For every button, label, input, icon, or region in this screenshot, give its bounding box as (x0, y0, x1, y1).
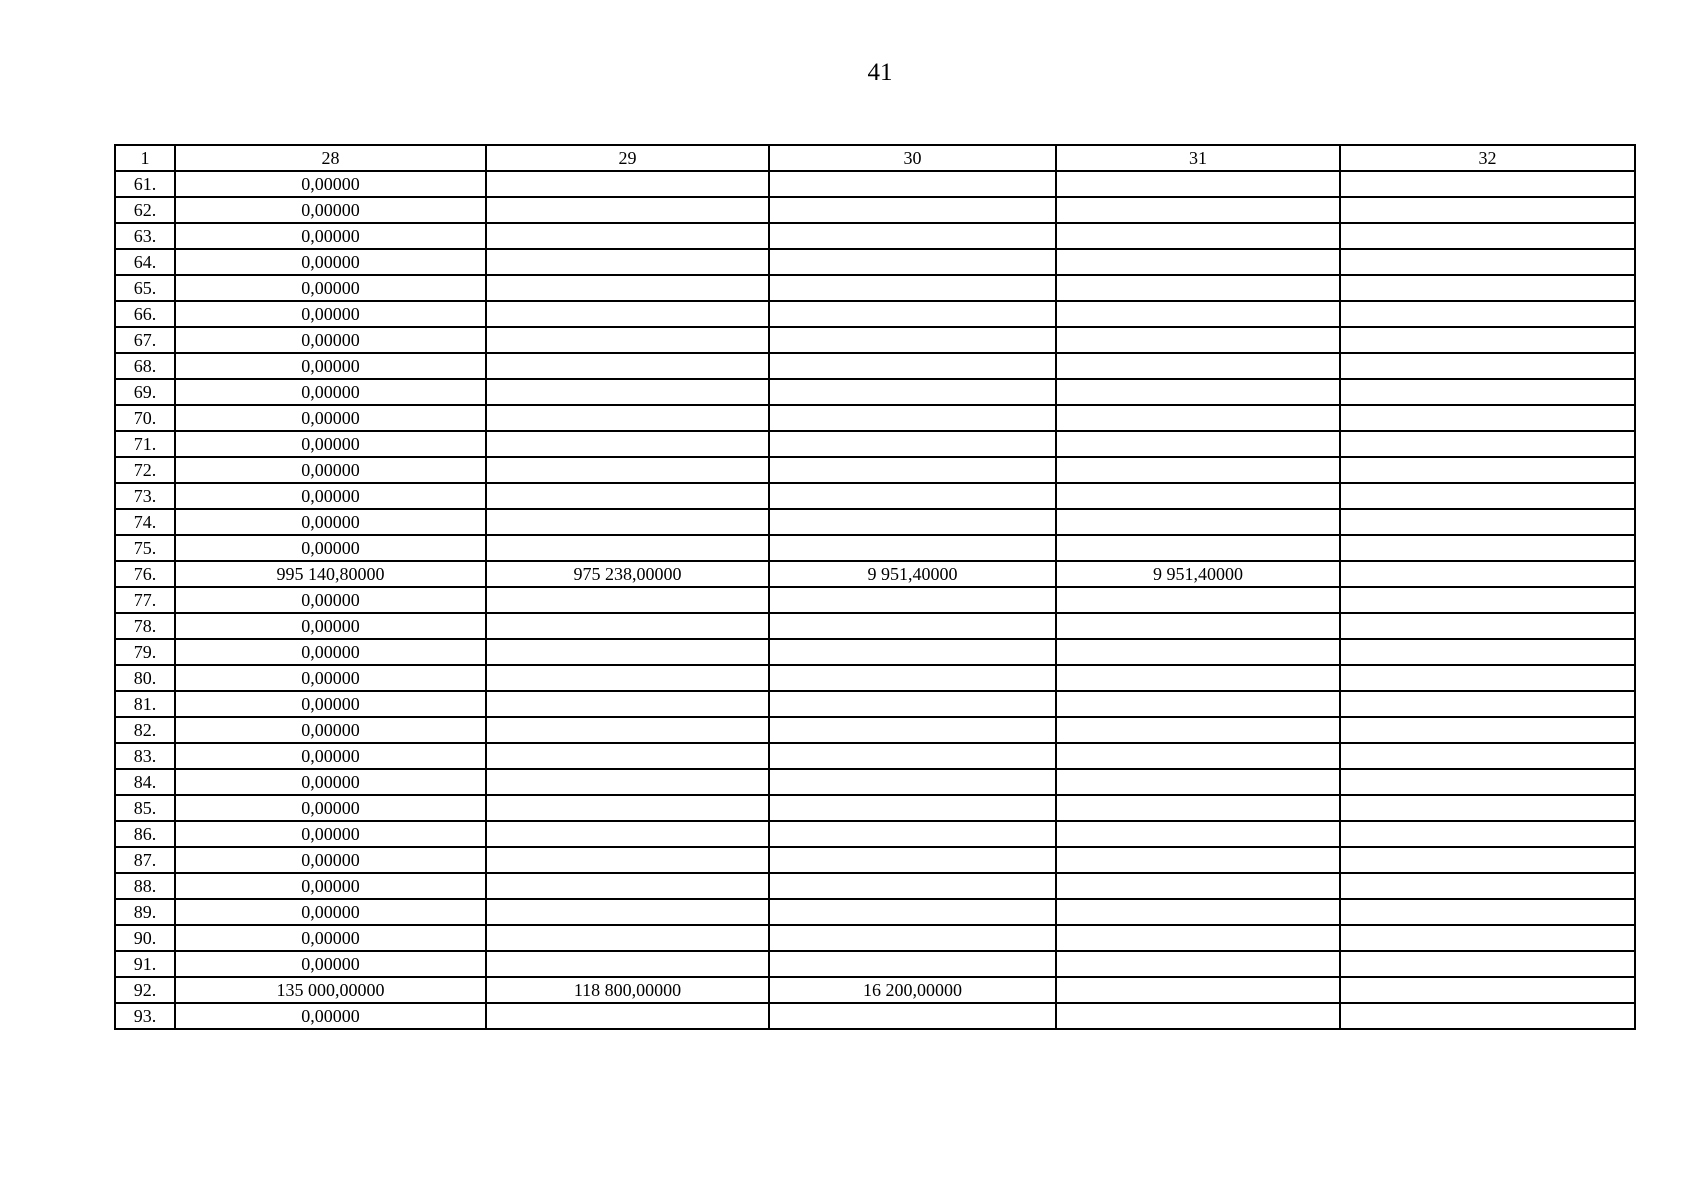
table-cell (1340, 275, 1635, 301)
row-number-cell: 81. (115, 691, 175, 717)
table-cell (1056, 639, 1340, 665)
table-cell (769, 431, 1056, 457)
table-cell (486, 873, 769, 899)
row-number-cell: 83. (115, 743, 175, 769)
table-cell: 0,00000 (175, 457, 486, 483)
table-cell: 0,00000 (175, 353, 486, 379)
table-row (115, 691, 1635, 717)
table-cell (1340, 535, 1635, 561)
table-cell (769, 639, 1056, 665)
table-cell (1056, 1003, 1340, 1029)
row-number-cell: 88. (115, 873, 175, 899)
table-row (115, 197, 1635, 223)
table-cell: 118 800,00000 (486, 977, 769, 1003)
table-cell (486, 1003, 769, 1029)
row-number-cell: 67. (115, 327, 175, 353)
row-number-cell: 65. (115, 275, 175, 301)
table-row (115, 275, 1635, 301)
table-cell (1340, 795, 1635, 821)
table-row (115, 457, 1635, 483)
table-row (115, 535, 1635, 561)
table-row (115, 327, 1635, 353)
table-row (115, 925, 1635, 951)
table-cell (1340, 431, 1635, 457)
table-cell: 0,00000 (175, 431, 486, 457)
table-cell (1340, 561, 1635, 587)
table-cell: 0,00000 (175, 509, 486, 535)
table-cell (769, 951, 1056, 977)
table-cell: 0,00000 (175, 821, 486, 847)
row-number-cell: 71. (115, 431, 175, 457)
table-cell: 0,00000 (175, 925, 486, 951)
table-cell: 0,00000 (175, 899, 486, 925)
table-cell (486, 613, 769, 639)
table-cell (486, 925, 769, 951)
data-table (114, 144, 1636, 1030)
table-cell (486, 327, 769, 353)
table-cell (769, 769, 1056, 795)
table-cell: 975 238,00000 (486, 561, 769, 587)
header-cell: 29 (486, 145, 769, 171)
table-row (115, 353, 1635, 379)
table-cell (486, 821, 769, 847)
table-row (115, 639, 1635, 665)
table-cell (1056, 613, 1340, 639)
row-number-cell: 86. (115, 821, 175, 847)
table-row (115, 665, 1635, 691)
table-cell (1056, 197, 1340, 223)
table-row (115, 483, 1635, 509)
table-cell (769, 691, 1056, 717)
table-cell (1340, 873, 1635, 899)
table-cell: 0,00000 (175, 275, 486, 301)
table-cell (1340, 327, 1635, 353)
table-cell (1340, 691, 1635, 717)
table-cell (1340, 847, 1635, 873)
table-cell (769, 379, 1056, 405)
table-cell (769, 171, 1056, 197)
table-cell (1056, 769, 1340, 795)
table-row (115, 301, 1635, 327)
table-cell (769, 899, 1056, 925)
table-cell (1056, 327, 1340, 353)
table-cell (1056, 223, 1340, 249)
table-cell (1056, 535, 1340, 561)
table-cell: 0,00000 (175, 197, 486, 223)
row-number-cell: 70. (115, 405, 175, 431)
table-cell (486, 509, 769, 535)
row-number-cell: 79. (115, 639, 175, 665)
table-cell: 995 140,80000 (175, 561, 486, 587)
row-number-cell: 89. (115, 899, 175, 925)
row-number-cell: 91. (115, 951, 175, 977)
header-cell: 31 (1056, 145, 1340, 171)
table-cell (486, 353, 769, 379)
table-cell (486, 691, 769, 717)
table-cell: 0,00000 (175, 249, 486, 275)
table-cell: 0,00000 (175, 535, 486, 561)
table-row (115, 951, 1635, 977)
table-cell (1056, 847, 1340, 873)
table-cell: 16 200,00000 (769, 977, 1056, 1003)
table-cell (769, 613, 1056, 639)
table-row (115, 769, 1635, 795)
table-cell (1056, 457, 1340, 483)
table-cell: 0,00000 (175, 873, 486, 899)
table-cell (1340, 639, 1635, 665)
table-cell (486, 171, 769, 197)
row-number-cell: 64. (115, 249, 175, 275)
table-cell (1340, 613, 1635, 639)
header-cell: 1 (115, 145, 175, 171)
table-cell (769, 275, 1056, 301)
table-cell: 135 000,00000 (175, 977, 486, 1003)
table-cell (769, 873, 1056, 899)
table-cell (486, 431, 769, 457)
table-cell (1056, 795, 1340, 821)
row-number-cell: 77. (115, 587, 175, 613)
table-cell (486, 743, 769, 769)
table-row (115, 249, 1635, 275)
table-cell (1340, 1003, 1635, 1029)
table-row (115, 795, 1635, 821)
table-cell (486, 717, 769, 743)
table-cell: 0,00000 (175, 847, 486, 873)
table-cell (486, 249, 769, 275)
table-cell (1340, 457, 1635, 483)
table-cell (769, 483, 1056, 509)
table-cell (486, 197, 769, 223)
table-cell (769, 197, 1056, 223)
table-row (115, 873, 1635, 899)
table-cell (1056, 275, 1340, 301)
table-cell (1056, 665, 1340, 691)
row-number-cell: 85. (115, 795, 175, 821)
table-cell (1340, 769, 1635, 795)
table-row (115, 717, 1635, 743)
table-row (115, 821, 1635, 847)
table-cell (1056, 873, 1340, 899)
row-number-cell: 78. (115, 613, 175, 639)
table-cell: 0,00000 (175, 691, 486, 717)
table-cell (1340, 301, 1635, 327)
row-number-cell: 90. (115, 925, 175, 951)
page-number: 41 (867, 59, 893, 86)
table-row (115, 431, 1635, 457)
table-cell (1056, 509, 1340, 535)
table-cell (1340, 223, 1635, 249)
table-cell: 0,00000 (175, 327, 486, 353)
table-cell (1340, 925, 1635, 951)
table-cell (769, 925, 1056, 951)
table-cell (769, 249, 1056, 275)
table-row (115, 977, 1635, 1003)
table-cell (769, 353, 1056, 379)
table-cell (769, 535, 1056, 561)
row-number-cell: 73. (115, 483, 175, 509)
table-cell (486, 405, 769, 431)
table-cell (486, 769, 769, 795)
header-row (115, 145, 1635, 171)
row-number-cell: 68. (115, 353, 175, 379)
table-cell (1056, 951, 1340, 977)
table-cell (1340, 977, 1635, 1003)
table-row (115, 587, 1635, 613)
table-cell (769, 509, 1056, 535)
table-cell (1340, 509, 1635, 535)
table-cell (1056, 821, 1340, 847)
table-cell (1056, 691, 1340, 717)
row-number-cell: 61. (115, 171, 175, 197)
table-cell (1340, 483, 1635, 509)
table-cell (1056, 301, 1340, 327)
table-cell (1056, 899, 1340, 925)
table-cell (1340, 197, 1635, 223)
table-cell (486, 951, 769, 977)
table-row (115, 171, 1635, 197)
table-cell (1340, 821, 1635, 847)
table-cell: 0,00000 (175, 613, 486, 639)
row-number-cell: 63. (115, 223, 175, 249)
table-cell (1056, 977, 1340, 1003)
table-cell (1056, 743, 1340, 769)
table-row (115, 1003, 1635, 1029)
table-cell (486, 223, 769, 249)
row-number-cell: 69. (115, 379, 175, 405)
table-cell (1340, 587, 1635, 613)
row-number-cell: 76. (115, 561, 175, 587)
table-cell (769, 795, 1056, 821)
table-cell (769, 327, 1056, 353)
table-body (115, 171, 1635, 1029)
row-number-cell: 82. (115, 717, 175, 743)
table-cell (1340, 249, 1635, 275)
table-cell (486, 847, 769, 873)
table-cell (1056, 431, 1340, 457)
table-cell (486, 535, 769, 561)
table-cell (486, 795, 769, 821)
header-cell: 32 (1340, 145, 1635, 171)
table-cell: 9 951,40000 (769, 561, 1056, 587)
table-cell (486, 639, 769, 665)
table-cell: 0,00000 (175, 379, 486, 405)
table-cell: 0,00000 (175, 717, 486, 743)
table-cell (486, 587, 769, 613)
table-cell (1056, 717, 1340, 743)
table-cell (769, 1003, 1056, 1029)
table-cell: 0,00000 (175, 665, 486, 691)
table-cell (486, 457, 769, 483)
table-cell: 0,00000 (175, 483, 486, 509)
table-cell (1056, 353, 1340, 379)
table-cell: 0,00000 (175, 639, 486, 665)
row-number-cell: 74. (115, 509, 175, 535)
table-cell: 0,00000 (175, 405, 486, 431)
table-row (115, 613, 1635, 639)
table-cell (486, 379, 769, 405)
table-row (115, 847, 1635, 873)
table-cell (1340, 665, 1635, 691)
row-number-cell: 92. (115, 977, 175, 1003)
row-number-cell: 87. (115, 847, 175, 873)
table-cell (486, 483, 769, 509)
table-cell (1056, 483, 1340, 509)
table-row (115, 509, 1635, 535)
table-cell: 0,00000 (175, 587, 486, 613)
table-cell (1340, 743, 1635, 769)
header-cell: 30 (769, 145, 1056, 171)
table-cell (1340, 353, 1635, 379)
table-cell (1340, 171, 1635, 197)
table-cell (486, 301, 769, 327)
table-cell (1340, 379, 1635, 405)
table-cell (1340, 717, 1635, 743)
table-cell (1056, 379, 1340, 405)
table-cell (1056, 405, 1340, 431)
table-cell (1340, 405, 1635, 431)
table-cell (769, 405, 1056, 431)
table-cell (1056, 249, 1340, 275)
table-cell (769, 665, 1056, 691)
table-cell: 0,00000 (175, 951, 486, 977)
table-row (115, 223, 1635, 249)
row-number-cell: 93. (115, 1003, 175, 1029)
table-cell: 0,00000 (175, 223, 486, 249)
table-cell (486, 899, 769, 925)
table-cell: 0,00000 (175, 769, 486, 795)
table-cell (769, 301, 1056, 327)
table-cell (769, 847, 1056, 873)
table-cell (769, 587, 1056, 613)
row-number-cell: 75. (115, 535, 175, 561)
table-cell: 0,00000 (175, 1003, 486, 1029)
table-cell: 0,00000 (175, 795, 486, 821)
table-cell (769, 821, 1056, 847)
table-cell: 0,00000 (175, 743, 486, 769)
table-row (115, 561, 1635, 587)
table-cell: 0,00000 (175, 171, 486, 197)
row-number-cell: 62. (115, 197, 175, 223)
table-row (115, 379, 1635, 405)
table-cell (1340, 899, 1635, 925)
row-number-cell: 84. (115, 769, 175, 795)
table-cell (769, 223, 1056, 249)
table-cell (769, 457, 1056, 483)
table-cell: 0,00000 (175, 301, 486, 327)
table-cell (1056, 587, 1340, 613)
table-cell (1056, 171, 1340, 197)
header-cell: 28 (175, 145, 486, 171)
table-row (115, 743, 1635, 769)
table-cell: 9 951,40000 (1056, 561, 1340, 587)
table-row (115, 899, 1635, 925)
table-cell (769, 717, 1056, 743)
table-cell (1340, 951, 1635, 977)
row-number-cell: 72. (115, 457, 175, 483)
table-row (115, 405, 1635, 431)
row-number-cell: 80. (115, 665, 175, 691)
table-cell (1056, 925, 1340, 951)
row-number-cell: 66. (115, 301, 175, 327)
table-cell (486, 275, 769, 301)
table-cell (486, 665, 769, 691)
table-cell (769, 743, 1056, 769)
